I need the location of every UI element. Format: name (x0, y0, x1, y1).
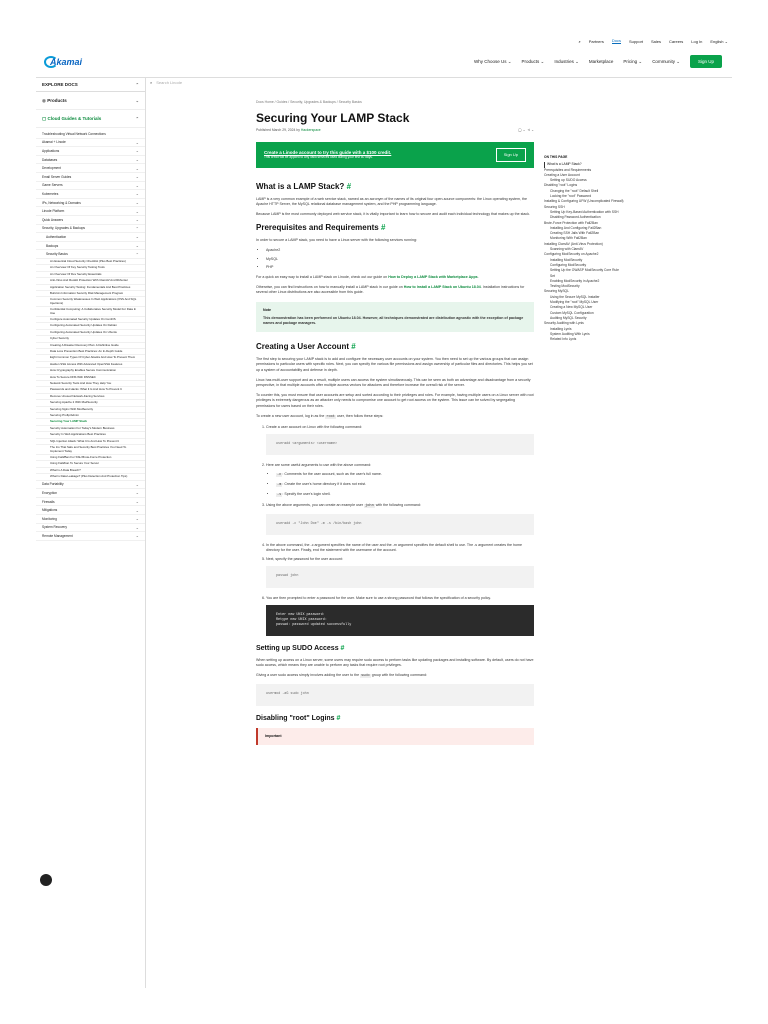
sidebar-item[interactable] (36, 199, 145, 208)
heading-prereq: Prerequisites and Requirements # (256, 223, 386, 233)
sidebar-item[interactable] (36, 242, 145, 251)
code-block[interactable]: passwd john (266, 566, 534, 587)
sidebar-item-label: The Ins That Safe and Security Best Practices You Need To Implement Today (50, 445, 127, 453)
chevron-down-icon: ⌄ (135, 98, 139, 103)
promo-subtitle: This credit will be applied to any valid services used during your first 60 days. (264, 155, 373, 159)
heading-sudo: Setting up SUDO Access # (256, 644, 345, 652)
logo-text: Akamai (50, 57, 83, 67)
paragraph: To counter this, you must ensure that user accounts are setup and sorted according to their privileges and roles. For example, having multiple users on a Linux server with root privileges is extremely dangerous as an attacker only needs to compromise one account to get root access on the system. This issue can be solved by segregating permissions for users based on their roles. (256, 393, 534, 408)
toc-item[interactable]: Disabling "root" Logins (544, 183, 578, 188)
products-icon: ◉ (42, 97, 46, 103)
step: 2. Here are some useful arguments to use with the above command: • -c: Comments for the user account, such as the user's full name. • -m: Create the user's home directory if it does not exist. • -s: Specify the user's login shell. (266, 463, 534, 498)
sidebar-item[interactable] (36, 139, 145, 148)
sidebar-item-label: Authentication (46, 234, 67, 239)
promo-banner (256, 142, 534, 167)
chevron-down-icon: ⌄ (135, 516, 139, 522)
toc-item[interactable]: Securing SSH (544, 204, 565, 209)
sidebar-item-label: What Is Data Leakage? (Plus Detection And Protection Tips) (50, 474, 128, 479)
sidebar-item[interactable] (36, 481, 145, 490)
step: 6. You are then prompted to enter a password for the user. Make sure to use a strong password that follows the specification of a security policy. Enter new UNIX password: Retype new UNIX password: passwd: password updated successfully (266, 596, 534, 636)
sidebar-item-label: Eight Common Types Of Cyber Attacks And How To Prevent Them (50, 355, 136, 360)
nav-industries[interactable]: Industries ⌄ (554, 58, 579, 64)
toc-item[interactable]: Setting up SUDO Access (550, 178, 587, 183)
toc-item[interactable]: Creating a User Account (544, 172, 580, 177)
sidebar-item-label: Cyber Security (50, 336, 69, 341)
sidebar-item[interactable] (36, 489, 145, 498)
sidebar-item-label: Encryption (42, 490, 58, 495)
sidebar-item-label: What Is A Data Breach? (50, 467, 81, 472)
install-lamp-link[interactable]: How to Install a LAMP Stack on Ubuntu 18.04 (403, 285, 481, 290)
toc-item[interactable]: Custom MySQL Configuration (550, 310, 594, 315)
main-nav (474, 55, 722, 68)
chevron-down-icon: ⌄ (135, 481, 139, 487)
paragraph: Because LAMP is the most commonly deployed web service stack, it is vitally important to learn how to secure and audit each individual technology that makes up the stack. (256, 212, 530, 217)
util-support[interactable]: Support (629, 38, 644, 44)
sidebar-item-label: System Recovery (42, 525, 67, 530)
toc-item[interactable]: Installing Lynis (550, 326, 572, 331)
steps-list (266, 425, 534, 636)
sidebar-item-label: Security In Web Applications Best Practices (50, 432, 106, 437)
toc-item[interactable]: Creating a New MySQL User (550, 305, 593, 310)
chevron-up-icon: ⌃ (135, 116, 139, 121)
toc-item[interactable]: Installing And Configuring Fail2Ban (550, 225, 602, 230)
sidebar-guides[interactable] (36, 110, 145, 128)
promo-signup-button[interactable]: Sign Up (496, 148, 526, 161)
chevron-down-icon: ⌄ (135, 191, 139, 197)
sidebar-item-label: How To Secure DNS With DNSSEC (50, 374, 96, 379)
marketplace-link[interactable]: How to Deploy a LAMP Stack with Marketplace Apps (388, 275, 478, 280)
language-label: English (710, 38, 724, 44)
note-body: This demonstration has been performed on Ubuntu 18.04. However, all techniques demonstrated are distribution agnostic with the exception of package names and package managers. (263, 315, 524, 326)
sidebar-item[interactable] (36, 164, 145, 173)
util-docs[interactable]: Docs (611, 38, 621, 43)
toc-item[interactable]: What is a LAMP Stack? (544, 162, 624, 167)
sidebar-item[interactable] (36, 297, 145, 307)
sidebar-item-label: Mitigations (42, 508, 58, 513)
chevron-down-icon: ⌄ (135, 157, 139, 163)
sidebar-item[interactable] (36, 207, 145, 216)
search-icon: ⌕ (150, 80, 153, 85)
sidebar-item-label: Configure Automated Security Updates On CentOS (50, 316, 116, 321)
sidebar-item-label: Backups (46, 243, 59, 248)
sidebar-item-label: An Essential Cloud Security Checklist (Plus Best Practices) (50, 258, 126, 263)
article (256, 100, 534, 745)
breadcrumb[interactable]: Docs Home / Guides / Security, Upgrades & Backups / Security Basics (256, 100, 362, 104)
sidebar-item[interactable] (36, 216, 145, 225)
chevron-down-icon: ⌄ (135, 524, 139, 530)
code-block[interactable]: useradd <arguments> <username> (266, 434, 534, 455)
sidebar-item-label: Applications (42, 148, 60, 153)
sidebar-item-label: Harden SSH Access With Advanced OpenSSH Features (50, 361, 123, 366)
paragraph: To create a new user account, log in as the root user, then follow these steps: (256, 413, 384, 419)
sidebar-item[interactable] (36, 445, 145, 455)
sidebar-item-label: Firewalls (42, 499, 55, 504)
sidebar-item-label: Configuring Automated Security Updates On Ubuntu (50, 329, 118, 334)
sidebar-item-label: Development (42, 166, 61, 171)
toc-item[interactable]: Installing ModSecurity (550, 257, 583, 262)
toc-item[interactable]: Security Auditing with Lynis (544, 321, 584, 326)
toc-item[interactable]: Locking the "root" Password (550, 194, 592, 199)
sidebar-item-label: Security, Upgrades & Backups (42, 226, 85, 231)
heading-users: Creating a User Account # (256, 342, 356, 352)
util-login[interactable]: Log In (691, 38, 703, 44)
sidebar-item-label: Quick Answers (42, 217, 64, 222)
chevron-down-icon: ⌄ (135, 182, 139, 188)
sidebar-item-label: An Overview Of Key Security Testing Tools (50, 265, 105, 270)
sidebar-item-label: Build An Information Security Risk Management Program (50, 290, 124, 295)
code-block[interactable]: useradd -c "John Doe" -m -s /bin/bash john (266, 514, 534, 535)
sidebar-item-label: Kubernetes (42, 191, 59, 196)
chevron-down-icon: ⌄ (135, 165, 139, 171)
list-item: • -m: Create the user's home directory if it does not exist. (276, 482, 534, 488)
chevron-up-icon: ⌃ (135, 225, 139, 231)
sidebar-item-label: Using Fail2Ban For SSH Brute-Force Protection (50, 454, 112, 459)
sidebar-item-label: Creating A Disaster Recovery Plan: A Definitive Guide (50, 342, 119, 347)
toc-item[interactable]: Creating SSH Jails With Fail2Ban (550, 231, 600, 236)
page-title: Securing Your LAMP Stack (256, 111, 410, 126)
sidebar-item-label: Anti-Virus And Rootkit Protection With ClamAV And Rkhunter (50, 278, 128, 283)
step: 4. In the above command, the -c argument specifies the name of the user and the -m argument specifies the default shell to use. The -s argument creates the home directory for the user. Finally, end the statement with the username of the account. (266, 543, 534, 553)
toc-item[interactable]: Brute-Force Protection with Fail2Ban (544, 220, 598, 225)
note-title: Note (263, 307, 271, 312)
sidebar-item[interactable] (36, 515, 145, 524)
code-block[interactable]: usermod -aG sudo john (256, 684, 534, 705)
toc-item[interactable]: Modifying the "root" MySQL User (550, 300, 599, 305)
sidebar-item-label: Remote Management (42, 533, 73, 538)
products-label: Products (47, 97, 67, 103)
sidebar-list (36, 128, 145, 543)
sidebar-item-label: How Cryptography Enables Secure Communication (50, 368, 117, 373)
sidebar-item[interactable] (36, 250, 145, 259)
sidebar-item-label: Remove Unused Network-Facing Services (50, 393, 105, 398)
sidebar-item[interactable] (36, 156, 145, 165)
sidebar-item-label: Configuring Automated Security Updates On Debian (50, 323, 117, 328)
anchor-icon[interactable]: # (380, 223, 386, 233)
share-icon[interactable]: ≺ (527, 128, 531, 133)
chevron-down-icon: ⌄ (135, 139, 139, 145)
sidebar-item-label: Monitoring (42, 516, 57, 521)
code-block-output[interactable]: Enter new UNIX password: Retype new UNIX password: passwd: password updated successfully (266, 605, 534, 636)
toc-item[interactable]: Setting Up the OWASP ModSecurity Core Rule Set (550, 268, 619, 278)
util-sales[interactable]: Sales (651, 38, 662, 44)
anchor-icon[interactable]: # (346, 181, 352, 191)
toc-item[interactable]: Monitoring With Fail2Ban (550, 236, 587, 241)
anchor-icon[interactable]: # (340, 644, 345, 652)
sidebar-item-label: Common Security Weaknesses In Web Applications (XSS And SQL Injections) (50, 297, 137, 305)
sidebar-item[interactable] (36, 190, 145, 199)
toc-item[interactable]: Enabling ModSecurity in Apache2 (550, 278, 600, 283)
sidebar-item[interactable] (36, 524, 145, 533)
sidebar-item-label: Email Server Guides (42, 174, 72, 179)
step: 3. Using the above arguments, you can create an example user john with the following command: useradd -c "John Doe" -m -s /bin/bash john (266, 503, 534, 534)
list-item: • -s: Specify the user's login shell. (276, 492, 534, 498)
sidebar-item[interactable] (36, 498, 145, 507)
prereq-list (266, 248, 534, 270)
toc-item[interactable]: Securing MySQL (544, 289, 569, 294)
search-icon[interactable]: ⌕ (578, 38, 581, 44)
sidebar-item-label: Game Servers (42, 183, 63, 188)
util-careers[interactable]: Careers (669, 38, 684, 44)
sidebar-item[interactable] (36, 532, 145, 541)
guides-label: Cloud Guides & Tutorials (47, 115, 102, 121)
sidebar-item[interactable] (36, 130, 145, 139)
toc-item[interactable]: Auditing MySQL Security (550, 315, 587, 320)
sidebar-item-label: Akamai + Linode (42, 140, 66, 145)
chevron-down-icon: ⌄ (135, 148, 139, 154)
sidebar-item-label: Securing Proftp/Admin (50, 413, 79, 418)
step: 1. Create a user account on Linux with the following command: useradd <arguments> <username> (266, 425, 534, 455)
search-bar[interactable] (150, 80, 182, 85)
chevron-down-icon: ⌄ (135, 174, 139, 180)
heading-what: What is a LAMP Stack? # (256, 181, 352, 191)
sidebar-item-label: Security Automation For Today's Modern Business (50, 425, 115, 430)
important-box: Important (256, 728, 534, 745)
promo-link[interactable]: Create a Linode account (264, 149, 317, 155)
sidebar-item-label: Securing Apache 2 With ModSecurity (50, 400, 98, 405)
toc-item[interactable]: System Auditing With Lynis (550, 331, 590, 336)
list-item: • -c: Comments for the user account, such as the user's full name. (276, 472, 534, 478)
sidebar-item[interactable] (36, 225, 145, 234)
publish-info: Published March 29, 2024 by Hackerspace ◯ ⌄ ≺ ⌄ (256, 128, 534, 133)
sidebar-item-label: Network Security Tools And How They Help You (50, 381, 112, 386)
toc-item[interactable]: Related Info Lynis (550, 337, 577, 342)
chevron-down-icon: ⌄ (135, 499, 139, 505)
nav-community[interactable]: Community ⌄ (652, 58, 680, 64)
toc-item[interactable]: Changing the "root" Default Shell (550, 188, 599, 193)
sidebar-item[interactable] (36, 307, 145, 317)
sidebar-item[interactable] (36, 233, 145, 242)
util-partners[interactable]: Partners (588, 38, 604, 44)
paragraph: In order to secure a LAMP stack, you need to have a Linux server with the following services running: (256, 238, 417, 243)
sidebar-item[interactable] (36, 173, 145, 182)
anchor-icon[interactable]: # (351, 342, 356, 352)
paragraph: Linux has multi-user support and as a result, multiple users can access the system simultaneously. This can be seen as both an advantage and disadvantage from a security perspective, in that multiple accounts offer multiple access vectors for attackers and therefore increase the overall risk of the server. (256, 377, 531, 388)
paragraph: LAMP is a very common example of a web service stack, named as an acronym of the names of its original four open-source components: the Linux operating system, the Apache HTTP Server, the MySQL relational database management system, and the PHP programming language. (256, 196, 527, 206)
sidebar-item-label: Application Security Testing: Fundamentals And Best Practices (50, 284, 131, 289)
list-item: • Apache2 (266, 248, 534, 253)
chevron-down-icon: ⌄ (135, 533, 139, 539)
nav-why[interactable]: Why Choose Us ⌄ (473, 58, 512, 64)
sidebar-header[interactable] (36, 78, 145, 92)
sidebar-item[interactable] (36, 506, 145, 515)
toc-item[interactable]: Disabling Password Authentication (550, 215, 601, 220)
list-item: • MySQL (266, 257, 534, 262)
sidebar-item[interactable] (36, 182, 145, 191)
sidebar-item-label: Data Portability (42, 482, 64, 487)
toc-item[interactable]: Setting Up Key-Based Authentication with SSH (550, 209, 619, 214)
sidebar-item-label: IPs, Networking & Domains (42, 200, 81, 205)
docs-sidebar (36, 78, 146, 988)
toc-item[interactable]: Configuring ModSecurity on Apache2 (544, 252, 599, 257)
sidebar-item-label: Data Loss Prevention Best Practices: An In-Depth Guide (50, 349, 123, 353)
paragraph: Giving a user sudo access simply involves adding the user to the sudo group with the following command: (256, 673, 428, 679)
chevron-down-icon: ⌄ (135, 234, 139, 240)
heading-root: Disabling "root" Logins # (256, 714, 341, 722)
sidebar-header-label: EXPLORE DOCS (42, 82, 78, 87)
toc-item[interactable]: Using the Secure MySQL Installer (550, 294, 600, 299)
sidebar-item-label: Securing Nginx With ModSecurity (50, 406, 94, 411)
nav-marketplace[interactable]: Marketplace (588, 59, 614, 64)
book-icon: ▢ (42, 115, 47, 121)
toc-title: ON THIS PAGE (544, 155, 568, 159)
sidebar-item[interactable] (36, 147, 145, 156)
chevron-down-icon: ⌄ (135, 208, 139, 214)
toc-item[interactable]: Scanning with ClamAV (550, 247, 584, 252)
promo-title-rest: to try this guide with a $100 credit. (316, 149, 392, 155)
akamai-logo[interactable] (44, 56, 82, 68)
sidebar-item-label: Confidential Computing: A Collaborative Security Model For Data In Use (50, 307, 137, 315)
sidebar-item-label: An Overview Of Dev Security Essentials (50, 271, 102, 276)
sidebar-item-label: SQL Injection Attack: What It Is And How To Prevent It (50, 438, 120, 443)
nav-pricing[interactable]: Pricing ⌄ (623, 58, 643, 64)
paragraph: When setting up access on a Linux server, some users may require sudo access to perform tasks like updating packages and installing software. By default, users do not have sudo access, which means they are unable to perform any tasks that require root privileges. (256, 657, 534, 667)
chevron-down-icon: ⌄ (135, 490, 139, 496)
table-of-contents (544, 155, 624, 342)
toc-item[interactable]: Installing & Configuring UFW (Uncomplicated Firewall) (544, 199, 624, 204)
paragraph: The first step to securing your LAMP stack is to add and configure the necessary user accounts on your system. You then need to set up the various groups that can assign permissions to particular users with specific roles. Next, you can specify the various file permissions and assign ownership of particular files and directories. This helps you set up a system of accountability and defense in depth. (256, 357, 533, 372)
toc-item[interactable]: Configuring ModSecurity (550, 262, 587, 267)
paragraph: Otherwise, you can find instructions on how to manually install a LAMP stack in our guide on How to Install a LAMP Stack on Ubuntu 18.04. Installation instructions for several other Linux distributions are also accessible from this guide. (256, 285, 525, 295)
github-icon[interactable]: ◯ (517, 128, 522, 133)
toc-item[interactable]: Installing ClamAV (Anti-Virus Protection) (544, 241, 603, 246)
nav-products[interactable]: Products ⌄ (521, 58, 545, 64)
chevron-down-icon: ⌄ (135, 507, 139, 513)
paragraph: For a quick an easy way to install a LAMP stack on Linode, check out our guide on How to Deploy a LAMP Stack with Marketplace Apps. (256, 275, 479, 280)
language-select[interactable] (710, 39, 728, 44)
chevron-down-icon: ⌄ (724, 38, 728, 44)
chevron-down-icon: ⌄ (135, 200, 139, 206)
author-link[interactable]: Hackerspace (300, 128, 321, 133)
list-item: • PHP (266, 265, 534, 270)
note-box (256, 302, 534, 333)
sidebar-item-label: Linode Platform (42, 209, 65, 214)
security-basics-list (36, 259, 145, 481)
chat-avatar-icon[interactable] (40, 874, 52, 886)
signup-button[interactable]: Sign Up (690, 55, 722, 68)
anchor-icon[interactable]: # (336, 714, 341, 722)
publish-date: Published March 29, 2024 by (256, 128, 300, 133)
sidebar-item-label: Passwords and Hacks: What It Is And How To Prevent It (50, 387, 122, 392)
search-input[interactable]: Search Linode (156, 80, 183, 85)
sidebar-products[interactable] (36, 92, 145, 110)
toc-item[interactable]: Prerequisites and Requirements (544, 167, 592, 172)
sidebar-item-label: Troubleshooting Virtual Network Connections (42, 131, 106, 136)
sidebar-item-label: Databases (42, 157, 58, 162)
toc-item[interactable]: Testing ModSecurity (550, 284, 580, 289)
utility-nav (579, 38, 729, 44)
chevron-up-icon: ⌃ (135, 251, 139, 257)
chevron-down-icon: ⌄ (135, 243, 139, 249)
chevron-up-icon: ⌃ (135, 82, 139, 87)
top-bar (0, 0, 768, 67)
step: 5. Next, specify the password for the user account: passwd john (266, 557, 534, 587)
sidebar-item-label: Securing Your LAMP Stack (50, 419, 87, 424)
chevron-down-icon: ⌄ (135, 217, 139, 223)
sidebar-item-label: Security Basics (46, 252, 68, 257)
sidebar-item-label: Using Fail2ban To Secure Your Server (50, 461, 99, 466)
